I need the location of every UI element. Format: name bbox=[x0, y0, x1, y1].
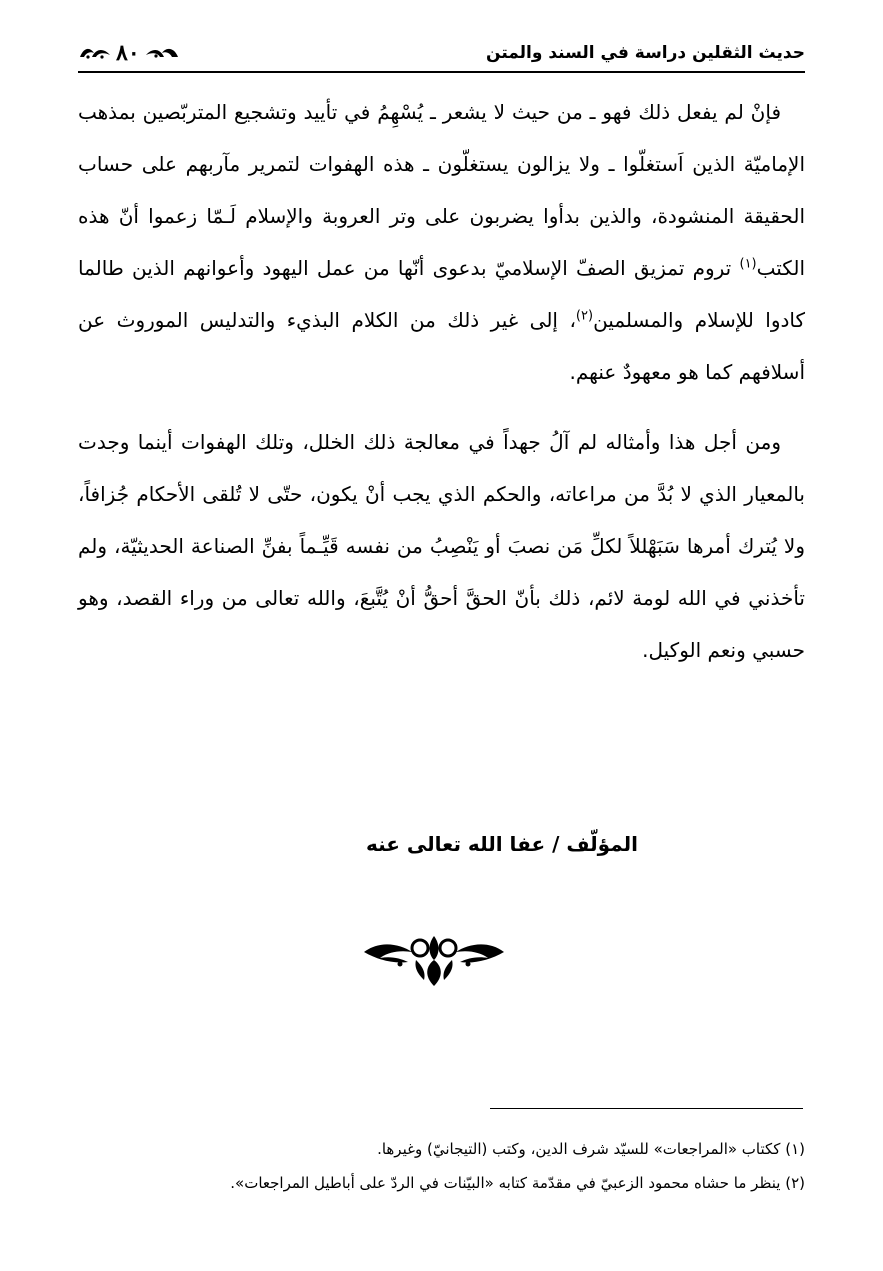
page-number: ٨٠ bbox=[116, 40, 140, 66]
footnote-separator bbox=[490, 1108, 803, 1109]
paragraph-2: ومن أجل هذا وأمثاله لم آلُ جهداً في معالجة ذلك الخلل، وتلك الهفوات أينما وجدت بالمعيار الذي لا بُدَّ من مراعاته، والحكم الذي يجب أنْ يكون، حتّى لا تُلقى الأحكام جُزافاً، ولا يُترك أمرها سَبَهْللاً لكلِّ مَن نصبَ أو يَنْصِبُ من نفسه قَيِّـماً بفنِّ الصناعة الحديثيّة، ولم تأخذني في الله لومة لائم، ذلك بأنّ الحقَّ أحقُّ أنْ يُتَّبعَ، والله تعالى من وراء القصد، وهو حسبي ونعم الوكيل. bbox=[78, 430, 805, 662]
header-title: حديث الثقلين دراسة في السند والمتن bbox=[486, 43, 805, 63]
left-flourish-icon bbox=[78, 45, 112, 61]
footnotes bbox=[78, 1132, 805, 1200]
footnote-ref-1[interactable]: (١) bbox=[739, 256, 757, 272]
main-text bbox=[78, 86, 805, 676]
paragraph-1-part-a: فإنْ لم يفعل ذلك فهو ـ من حيث لا يشعر ـ يُسْهِمُ في تأييد وتشجيع المتربّصين بمذهب الإماميّة الذين اَستغلّوا ـ ولا يزالون يستغلّون ـ هذه الهفوات لتمرير مآربهم على حساب الحقيقة المنشودة، والذين بدأوا يضربون على وتر العروبة والإسلام لَـمّا زعموا أنّ هذه الكتب bbox=[78, 100, 805, 280]
author-signature: المؤلّف / عفا الله تعالى عنه bbox=[366, 832, 638, 856]
paragraph-1-part-b: تروم تمزيق الصفّ الإسلاميّ بدعوى أنّها من عمل اليهود وأعوانهم الذين طالما كادوا للإسلام والمسلمين bbox=[78, 256, 805, 332]
paragraph-1 bbox=[78, 86, 805, 398]
decorative-ornament-icon bbox=[360, 930, 508, 990]
footnote-1: (١) ككتاب «المراجعات» للسيّد شرف الدين، وكتب (التيجانيّ) وغيرها. bbox=[377, 1140, 805, 1158]
footnote-2: (٢) ينظر ما حشاه محمود الزعبيّ في مقدّمة كتابه «البيّنات في الردّ على أباطيل المراجعات». bbox=[230, 1174, 805, 1192]
header-rule bbox=[78, 71, 805, 73]
footnote-ref-2[interactable]: (٢) bbox=[575, 308, 594, 324]
paragraph-1-part-c: ، إلى غير ذلك من الكلام البذيء والتدليس الموروث عن أسلافهم كما هو معهودٌ عنهم. bbox=[78, 308, 805, 384]
page-number-ornament bbox=[78, 42, 180, 64]
running-header bbox=[78, 38, 805, 68]
right-flourish-icon bbox=[144, 45, 180, 61]
